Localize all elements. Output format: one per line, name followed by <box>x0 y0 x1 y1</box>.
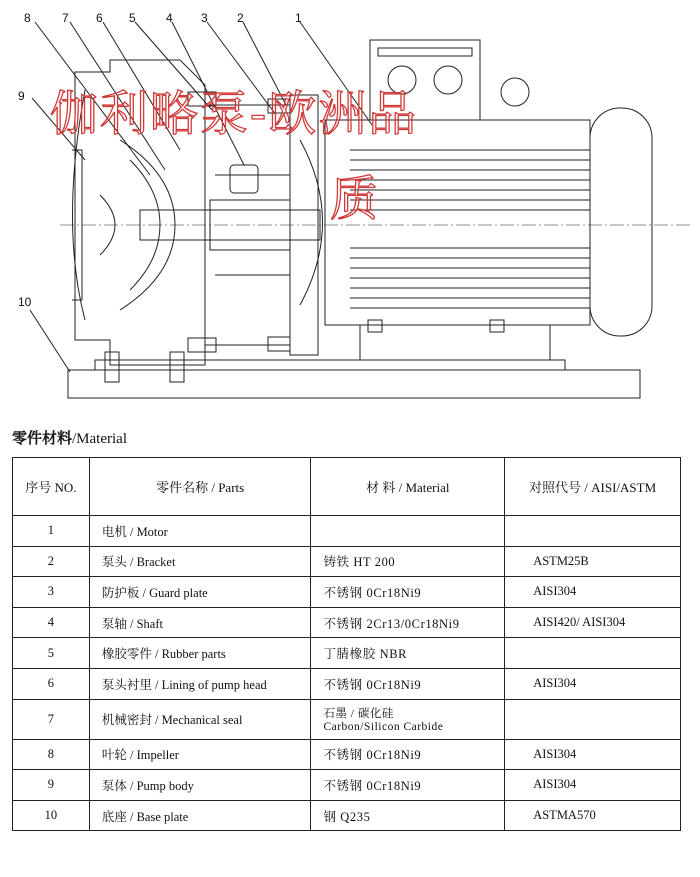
table-row <box>13 800 681 831</box>
row-material: 钢 Q235 <box>311 800 505 831</box>
row-part: 叶轮 / Impeller <box>89 739 311 770</box>
row-part: 电机 / Motor <box>89 516 311 547</box>
row-no: 8 <box>13 739 90 770</box>
row-part: 泵轴 / Shaft <box>89 607 311 638</box>
row-material: 不锈钢 0Cr18Ni9 <box>311 668 505 699</box>
callout-6: 6 <box>96 11 103 25</box>
row-no: 6 <box>13 668 90 699</box>
row-material: 石墨 / 碳化硅 <box>323 708 394 721</box>
callout-9: 9 <box>18 89 25 103</box>
section-title-zh: 零件材料 <box>12 429 73 447</box>
row-code: AISI304 <box>505 668 681 699</box>
row-code: AISI304 <box>505 770 681 801</box>
callout-8: 8 <box>24 11 31 25</box>
row-code: AISI420/ AISI304 <box>505 607 681 638</box>
row-code <box>505 516 681 547</box>
header-no: 序号 NO. <box>13 458 90 516</box>
row-material: 不锈钢 0Cr18Ni9 <box>311 770 505 801</box>
row-part: 机械密封 / Mechanical seal <box>89 699 311 739</box>
table-row <box>13 638 681 669</box>
section-title <box>12 427 127 448</box>
table-row <box>13 770 681 801</box>
row-code: ASTM25B <box>505 546 681 577</box>
table-row <box>13 546 681 577</box>
table-row <box>13 739 681 770</box>
callout-7: 7 <box>62 11 69 25</box>
row-part: 橡胶零件 / Rubber parts <box>89 638 311 669</box>
row-material-cell <box>311 699 505 739</box>
row-material: 不锈钢 0Cr18Ni9 <box>311 739 505 770</box>
row-material: 丁腈橡胶 NBR <box>311 638 505 669</box>
row-part: 底座 / Base plate <box>89 800 311 831</box>
callout-4: 4 <box>166 11 173 25</box>
row-no: 10 <box>13 800 90 831</box>
row-part: 泵头 / Bracket <box>89 546 311 577</box>
callout-3: 3 <box>201 11 208 25</box>
row-no: 2 <box>13 546 90 577</box>
table-row <box>13 668 681 699</box>
table-row <box>13 699 681 739</box>
row-no: 7 <box>13 699 90 739</box>
row-no: 1 <box>13 516 90 547</box>
callout-10: 10 <box>18 295 32 309</box>
table-row <box>13 516 681 547</box>
header-code: 对照代号 / AISI/ASTM <box>505 458 681 516</box>
row-material <box>311 516 505 547</box>
table-header-row <box>13 458 681 516</box>
row-material: 铸铁 HT 200 <box>311 546 505 577</box>
header-material: 材 料 / Material <box>311 458 505 516</box>
watermark-line-2: 质 <box>330 171 381 227</box>
row-code <box>505 699 681 739</box>
pump-cross-section-drawing <box>0 0 700 400</box>
row-part: 防护板 / Guard plate <box>89 577 311 608</box>
row-material: 不锈钢 2Cr13/0Cr18Ni9 <box>311 607 505 638</box>
row-no: 3 <box>13 577 90 608</box>
row-material: 不锈钢 0Cr18Ni9 <box>311 577 505 608</box>
row-material-secondary: Carbon/Silicon Carbide <box>323 721 444 734</box>
watermark-line-1: 伽利略泵-欧洲品 <box>50 86 419 142</box>
row-code: ASTMA570 <box>505 800 681 831</box>
row-no: 9 <box>13 770 90 801</box>
row-part: 泵头衬里 / Lining of pump head <box>89 668 311 699</box>
materials-table <box>12 457 681 831</box>
row-no: 4 <box>13 607 90 638</box>
motor-cooling-fins <box>350 150 590 308</box>
row-part: 泵体 / Pump body <box>89 770 311 801</box>
table-row <box>13 577 681 608</box>
row-code: AISI304 <box>505 739 681 770</box>
callout-5: 5 <box>129 11 136 25</box>
callout-2: 2 <box>237 11 244 25</box>
row-code: AISI304 <box>505 577 681 608</box>
motor-end-cap <box>590 108 652 336</box>
section-title-en: /Material <box>72 431 127 447</box>
row-code <box>505 638 681 669</box>
header-parts: 零件名称 / Parts <box>89 458 311 516</box>
base-plate <box>68 370 640 398</box>
table-row <box>13 607 681 638</box>
row-no: 5 <box>13 638 90 669</box>
callout-1: 1 <box>295 11 302 25</box>
